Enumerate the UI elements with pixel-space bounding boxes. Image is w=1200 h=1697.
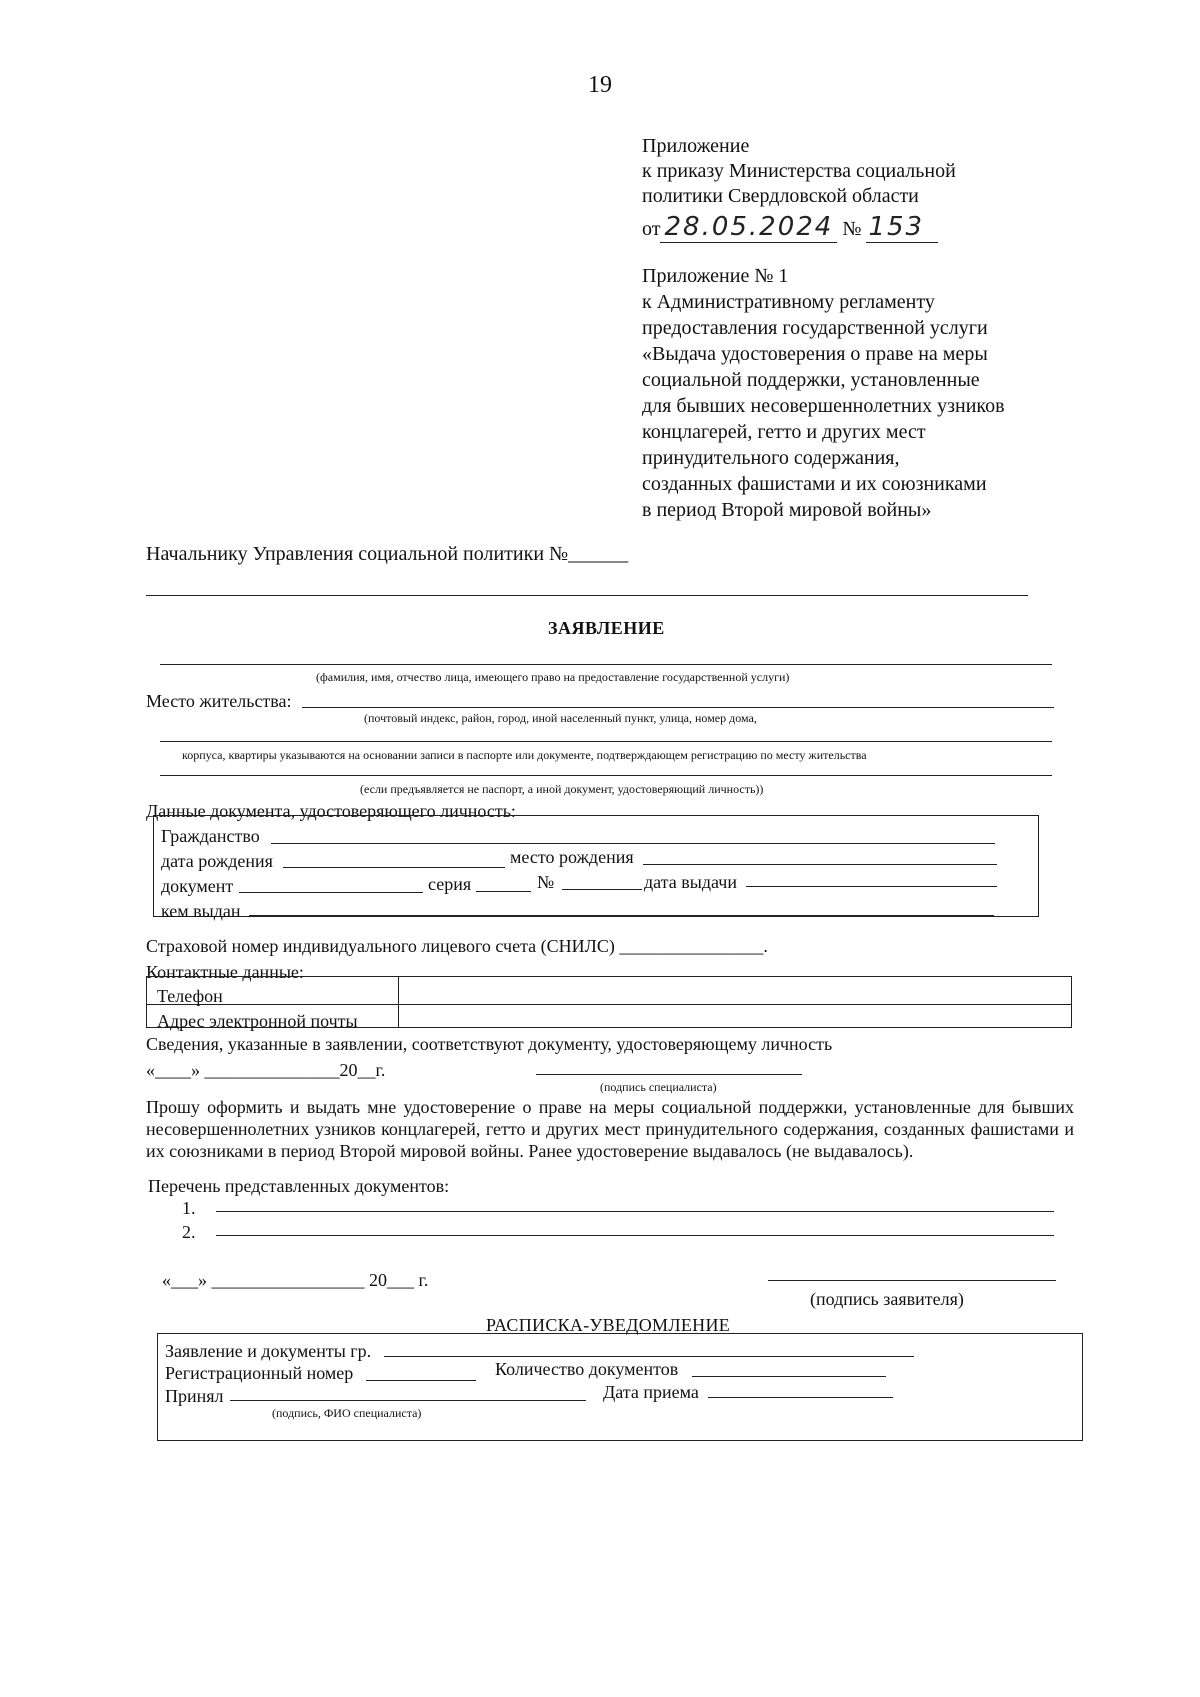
applicant-sign-line[interactable] xyxy=(768,1280,1056,1281)
residence-label: Место жительства: xyxy=(146,691,292,711)
from-label: от xyxy=(642,218,661,240)
handwritten-number: 153 xyxy=(866,212,938,243)
hint-address-1: (почтовый индекс, район, город, иной населенный пункт, улица, номер дома, xyxy=(364,711,757,725)
hint-address-2: корпуса, квартиры указываются на основании записи в паспорте или документе, подтверждающем регистрацию по месту жительства xyxy=(182,748,867,762)
fio-line[interactable] xyxy=(160,664,1052,665)
verify-date: «____» _______________20__г. xyxy=(146,1060,386,1080)
birth-date-line[interactable] xyxy=(283,867,505,868)
addressee: Начальнику Управления социальной политики №______ xyxy=(146,543,629,565)
receipt-sign-hint: (подпись, ФИО специалиста) xyxy=(272,1406,422,1420)
appendix2-title: Приложение № 1 xyxy=(642,265,789,287)
receipt-title: РАСПИСКА-УВЕДОМЛЕНИЕ xyxy=(486,1315,731,1335)
appendix1-title: Приложение xyxy=(642,135,750,157)
receipt-statement-line[interactable] xyxy=(384,1356,914,1357)
address-line-3[interactable] xyxy=(160,775,1052,776)
contacts-heading: Контактные данные: xyxy=(146,962,304,982)
issued-by-line[interactable] xyxy=(249,915,994,916)
appendix2-line: принудительного содержания, xyxy=(642,447,900,469)
document-line[interactable] xyxy=(239,892,423,893)
appendix2-line: «Выдача удостоверения о праве на меры xyxy=(642,343,988,365)
snils-line: Страховой номер индивидуального лицевого счета (СНИЛС) ________________. xyxy=(146,936,768,956)
hint-address-3: (если предъявляется не паспорт, а иной документ, удостоверяющий личность)) xyxy=(360,782,764,796)
doc-item-1-number: 1. xyxy=(182,1198,196,1218)
address-line-2[interactable] xyxy=(160,741,1052,742)
document-label: документ xyxy=(161,876,234,896)
handwritten-date: 28.05.2024 xyxy=(660,212,837,243)
phone-label: Телефон xyxy=(157,986,223,1006)
contacts-row-divider xyxy=(146,1004,1072,1005)
appendix2-line: предоставления государственной услуги xyxy=(642,317,988,339)
docs-count-line[interactable] xyxy=(692,1376,886,1377)
reg-number-line[interactable] xyxy=(366,1380,476,1381)
residence-line[interactable] xyxy=(302,707,1054,708)
contacts-col-divider xyxy=(398,976,399,1028)
receipt-statement-label: Заявление и документы гр. xyxy=(165,1341,372,1361)
addressee-line xyxy=(146,595,1028,596)
docs-count-label: Количество документов xyxy=(495,1359,679,1379)
hint-specialist-sign: (подпись специалиста) xyxy=(600,1080,717,1094)
specialist-sign-line[interactable] xyxy=(536,1074,802,1075)
verify-text: Сведения, указанные в заявлении, соответствуют документу, удостоверяющему личность xyxy=(146,1034,833,1054)
applicant-sign-hint: (подпись заявителя) xyxy=(810,1289,964,1309)
appendix2-line: к Административному регламенту xyxy=(642,291,935,313)
birth-place-label: место рождения xyxy=(510,847,634,867)
appendix2-line: концлагерей, гетто и других мест xyxy=(642,421,926,443)
form-title: ЗАЯВЛЕНИЕ xyxy=(548,618,665,638)
docs-heading: Перечень представленных документов: xyxy=(148,1176,450,1196)
appendix2-line: социальной поддержки, установленные xyxy=(642,369,980,391)
email-label: Адрес электронной почты xyxy=(157,1011,358,1031)
birth-date-label: дата рождения xyxy=(161,851,273,871)
series-line[interactable] xyxy=(476,891,531,892)
accepted-label: Принял xyxy=(165,1386,224,1406)
appendix1-line2: политики Свердловской области xyxy=(642,185,919,207)
page-number: 19 xyxy=(588,72,612,98)
applicant-date: «___» _________________ 20___ г. xyxy=(162,1270,429,1290)
appendix2-line: созданных фашистами и их союзниками xyxy=(642,473,987,495)
appendix1-line1: к приказу Министерства социальной xyxy=(642,160,956,182)
accept-date-line[interactable] xyxy=(708,1397,893,1398)
number-line[interactable] xyxy=(562,889,642,890)
doc-item-2-number: 2. xyxy=(182,1222,196,1242)
id-doc-heading: Данные документа, удостоверяющего личность: xyxy=(146,801,516,821)
appendix2-line: для бывших несовершеннолетних узников xyxy=(642,395,1005,417)
reg-number-label: Регистрационный номер xyxy=(165,1363,354,1383)
issue-date-line[interactable] xyxy=(746,886,997,887)
citizenship-label: Гражданство xyxy=(161,826,260,846)
request-text: Прошу оформить и выдать мне удостоверение о праве на меры социальной поддержки, установленные для бывших несовершеннолетних узников концлагерей, гетто и других мест принудительного содержания, созданных фашистами и их союзниками в период Второй мировой войны. Ранее удостоверение выдавалось (не выдавалось). xyxy=(146,1097,1074,1161)
series-label: серия xyxy=(428,874,472,894)
citizenship-line[interactable] xyxy=(271,843,995,844)
issue-date-label: дата выдачи xyxy=(644,872,737,892)
appendix2-line: в период Второй мировой войны» xyxy=(642,499,932,521)
issued-by-label: кем выдан xyxy=(161,901,241,921)
birth-place-line[interactable] xyxy=(643,864,997,865)
doc-item-1-line[interactable] xyxy=(216,1211,1054,1212)
number-label-doc: № xyxy=(537,872,555,892)
doc-item-2-line[interactable] xyxy=(216,1235,1054,1236)
accepted-line[interactable] xyxy=(230,1400,586,1401)
appendix1-order-line xyxy=(642,212,938,242)
hint-fio: (фамилия, имя, отчество лица, имеющего право на предоставление государственной услуги) xyxy=(316,670,790,684)
number-label: № xyxy=(842,218,862,240)
accept-date-label: Дата приема xyxy=(603,1382,699,1402)
